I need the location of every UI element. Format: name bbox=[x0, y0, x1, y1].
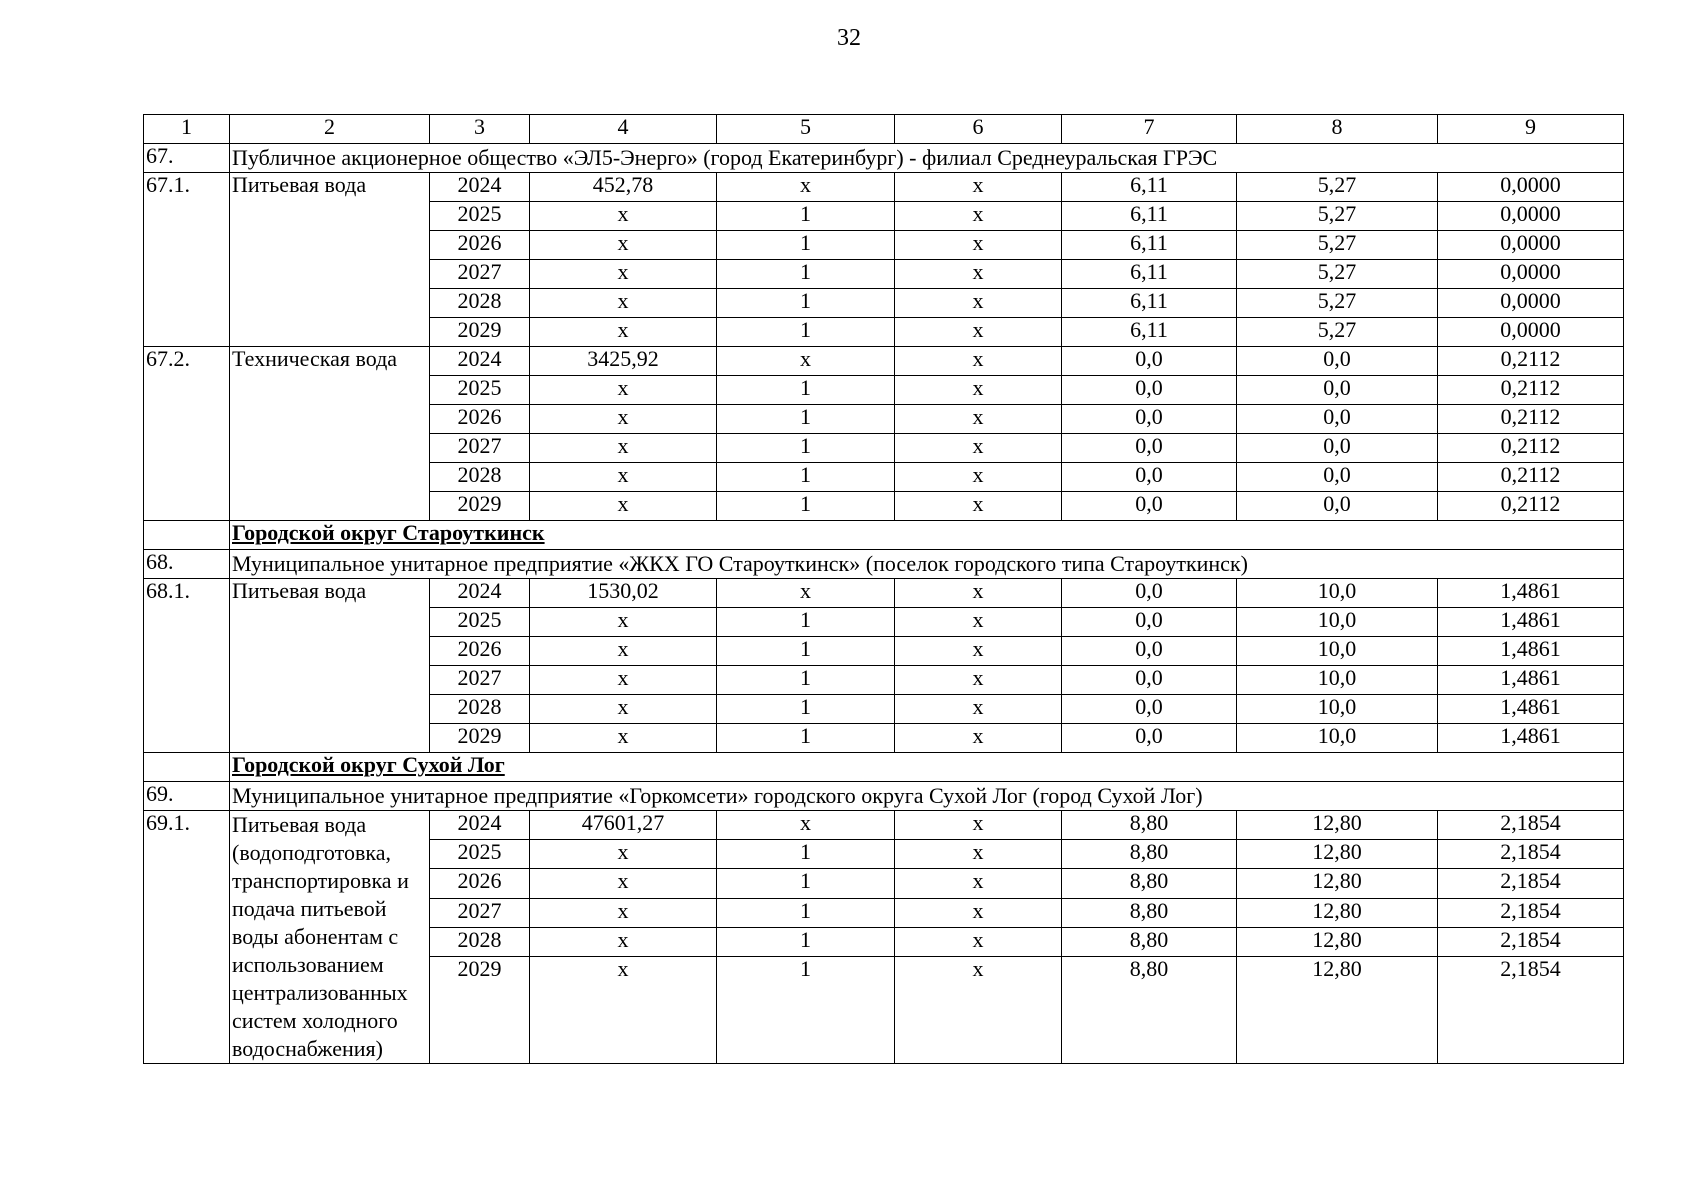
value-cell: x bbox=[895, 724, 1062, 753]
value-cell: 0,0000 bbox=[1438, 231, 1624, 260]
value-cell: x bbox=[530, 666, 717, 695]
value-cell: 1,4861 bbox=[1438, 724, 1624, 753]
tariff-table bbox=[143, 114, 1624, 1064]
year-cell: 2024 bbox=[430, 811, 530, 840]
district-title: Городской округ Староуткинск bbox=[230, 521, 1624, 550]
value-cell: 0,0 bbox=[1062, 376, 1237, 405]
value-cell: x bbox=[895, 957, 1062, 1064]
organization-name: Муниципальное унитарное предприятие «ЖКХ ГО Староуткинск» (поселок городского типа Староуткинск) bbox=[230, 550, 1624, 579]
value-cell: x bbox=[895, 898, 1062, 927]
water-type-line: транспортировка и bbox=[232, 868, 409, 893]
item-number: 67.2. bbox=[144, 347, 230, 521]
water-type: Питьевая вода bbox=[230, 173, 430, 347]
water-type-line: подача питьевой bbox=[232, 896, 387, 921]
water-type-line: централизованных bbox=[232, 980, 408, 1005]
value-cell: x bbox=[530, 927, 717, 956]
value-cell: 2,1854 bbox=[1438, 811, 1624, 840]
value-cell: 2,1854 bbox=[1438, 898, 1624, 927]
value-cell: 1 bbox=[717, 434, 895, 463]
value-cell: 1 bbox=[717, 202, 895, 231]
year-cell: 2028 bbox=[430, 927, 530, 956]
value-cell: 0,0 bbox=[1062, 434, 1237, 463]
organization-number: 67. bbox=[144, 144, 230, 173]
value-cell: 5,27 bbox=[1237, 173, 1438, 202]
year-cell: 2026 bbox=[430, 405, 530, 434]
year-cell: 2027 bbox=[430, 260, 530, 289]
value-cell: x bbox=[895, 811, 1062, 840]
value-cell: 2,1854 bbox=[1438, 869, 1624, 898]
column-number-header: 8 bbox=[1237, 115, 1438, 144]
water-type-line: использованием bbox=[232, 952, 384, 977]
value-cell: x bbox=[530, 898, 717, 927]
value-cell: 8,80 bbox=[1062, 927, 1237, 956]
value-cell: x bbox=[895, 405, 1062, 434]
value-cell: 1,4861 bbox=[1438, 608, 1624, 637]
value-cell: x bbox=[895, 608, 1062, 637]
value-cell: x bbox=[530, 318, 717, 347]
value-cell: 0,0000 bbox=[1438, 318, 1624, 347]
value-cell: x bbox=[530, 869, 717, 898]
value-cell: 0,0000 bbox=[1438, 289, 1624, 318]
value-cell: 0,0 bbox=[1062, 724, 1237, 753]
table-row bbox=[144, 173, 1624, 202]
value-cell: 1 bbox=[717, 231, 895, 260]
value-cell: 12,80 bbox=[1237, 811, 1438, 840]
value-cell: 6,11 bbox=[1062, 231, 1237, 260]
value-cell: 8,80 bbox=[1062, 840, 1237, 869]
value-cell: 12,80 bbox=[1237, 898, 1438, 927]
value-cell: x bbox=[530, 637, 717, 666]
value-cell: x bbox=[895, 637, 1062, 666]
year-cell: 2028 bbox=[430, 289, 530, 318]
value-cell: 10,0 bbox=[1237, 695, 1438, 724]
value-cell: 1 bbox=[717, 898, 895, 927]
value-cell: x bbox=[895, 463, 1062, 492]
value-cell: 5,27 bbox=[1237, 260, 1438, 289]
year-cell: 2024 bbox=[430, 173, 530, 202]
value-cell: 0,0 bbox=[1237, 405, 1438, 434]
value-cell: 1 bbox=[717, 376, 895, 405]
value-cell: x bbox=[530, 957, 717, 1064]
value-cell: x bbox=[895, 173, 1062, 202]
value-cell: 0,2112 bbox=[1438, 463, 1624, 492]
value-cell: 5,27 bbox=[1237, 231, 1438, 260]
value-cell: x bbox=[530, 840, 717, 869]
value-cell: 1,4861 bbox=[1438, 666, 1624, 695]
value-cell: x bbox=[717, 347, 895, 376]
value-cell: 0,0 bbox=[1062, 492, 1237, 521]
value-cell: 0,0 bbox=[1237, 434, 1438, 463]
value-cell: 1 bbox=[717, 840, 895, 869]
column-number-header: 7 bbox=[1062, 115, 1237, 144]
item-number: 67.1. bbox=[144, 173, 230, 347]
value-cell: x bbox=[895, 695, 1062, 724]
value-cell: 0,2112 bbox=[1438, 376, 1624, 405]
value-cell: x bbox=[530, 405, 717, 434]
page-number: 32 bbox=[837, 25, 861, 51]
value-cell: x bbox=[895, 260, 1062, 289]
value-cell: 5,27 bbox=[1237, 289, 1438, 318]
value-cell: x bbox=[895, 492, 1062, 521]
value-cell: 0,2112 bbox=[1438, 434, 1624, 463]
organization-name: Публичное акционерное общество «ЭЛ5-Энерго» (город Екатеринбург) - филиал Среднеуральская ГРЭС bbox=[230, 144, 1624, 173]
value-cell: 5,27 bbox=[1237, 202, 1438, 231]
value-cell: 5,27 bbox=[1237, 318, 1438, 347]
value-cell: x bbox=[530, 492, 717, 521]
value-cell: 10,0 bbox=[1237, 579, 1438, 608]
table-row bbox=[144, 347, 1624, 376]
value-cell: x bbox=[530, 434, 717, 463]
water-type-line: воды абонентам с bbox=[232, 924, 399, 949]
value-cell: 10,0 bbox=[1237, 608, 1438, 637]
value-cell: 8,80 bbox=[1062, 811, 1237, 840]
value-cell: 2,1854 bbox=[1438, 840, 1624, 869]
year-cell: 2025 bbox=[430, 840, 530, 869]
value-cell: 0,0 bbox=[1062, 608, 1237, 637]
value-cell: 1 bbox=[717, 957, 895, 1064]
water-type: Техническая вода bbox=[230, 347, 430, 521]
year-cell: 2029 bbox=[430, 318, 530, 347]
value-cell: 6,11 bbox=[1062, 173, 1237, 202]
year-cell: 2025 bbox=[430, 608, 530, 637]
value-cell: 1 bbox=[717, 608, 895, 637]
value-cell: x bbox=[895, 579, 1062, 608]
column-number-header: 1 bbox=[144, 115, 230, 144]
value-cell: 1 bbox=[717, 724, 895, 753]
value-cell: 2,1854 bbox=[1438, 957, 1624, 1064]
value-cell: 0,0 bbox=[1062, 405, 1237, 434]
value-cell: 12,80 bbox=[1237, 927, 1438, 956]
column-number-header: 6 bbox=[895, 115, 1062, 144]
value-cell: x bbox=[717, 173, 895, 202]
value-cell: x bbox=[895, 840, 1062, 869]
table-row bbox=[144, 579, 1624, 608]
value-cell: 0,0 bbox=[1062, 666, 1237, 695]
value-cell: 1 bbox=[717, 463, 895, 492]
column-number-header: 2 bbox=[230, 115, 430, 144]
value-cell: 12,80 bbox=[1237, 957, 1438, 1064]
year-cell: 2029 bbox=[430, 492, 530, 521]
value-cell: 6,11 bbox=[1062, 289, 1237, 318]
value-cell: x bbox=[530, 724, 717, 753]
year-cell: 2027 bbox=[430, 666, 530, 695]
value-cell: x bbox=[530, 231, 717, 260]
value-cell: 0,0 bbox=[1237, 347, 1438, 376]
value-cell: x bbox=[530, 289, 717, 318]
value-cell: 0,0 bbox=[1062, 637, 1237, 666]
value-cell: 0,0 bbox=[1237, 492, 1438, 521]
year-cell: 2027 bbox=[430, 434, 530, 463]
value-cell: x bbox=[895, 231, 1062, 260]
district-row bbox=[144, 521, 1624, 550]
water-type bbox=[230, 811, 430, 1064]
value-cell: x bbox=[530, 608, 717, 637]
value-cell: 0,2112 bbox=[1438, 492, 1624, 521]
value-cell: x bbox=[895, 927, 1062, 956]
value-cell: 1 bbox=[717, 260, 895, 289]
column-number-header: 3 bbox=[430, 115, 530, 144]
table-row bbox=[144, 811, 1624, 840]
column-number-header: 4 bbox=[530, 115, 717, 144]
value-cell: x bbox=[895, 869, 1062, 898]
year-cell: 2027 bbox=[430, 898, 530, 927]
year-cell: 2028 bbox=[430, 463, 530, 492]
value-cell: 12,80 bbox=[1237, 869, 1438, 898]
column-number-header: 5 bbox=[717, 115, 895, 144]
value-cell: 12,80 bbox=[1237, 840, 1438, 869]
water-type-line: (водоподготовка, bbox=[232, 840, 391, 865]
value-cell: 1,4861 bbox=[1438, 695, 1624, 724]
value-cell: x bbox=[895, 318, 1062, 347]
value-cell: 0,2112 bbox=[1438, 347, 1624, 376]
value-cell: x bbox=[530, 376, 717, 405]
organization-number: 68. bbox=[144, 550, 230, 579]
year-cell: 2024 bbox=[430, 579, 530, 608]
organization-row bbox=[144, 550, 1624, 579]
year-cell: 2025 bbox=[430, 202, 530, 231]
district-title: Городской округ Сухой Лог bbox=[230, 753, 1624, 782]
value-cell: 0,0 bbox=[1062, 695, 1237, 724]
value-cell: x bbox=[895, 202, 1062, 231]
district-row bbox=[144, 753, 1624, 782]
value-cell: 1 bbox=[717, 869, 895, 898]
year-cell: 2026 bbox=[430, 637, 530, 666]
organization-row bbox=[144, 144, 1624, 173]
value-cell: x bbox=[717, 579, 895, 608]
year-cell: 2026 bbox=[430, 869, 530, 898]
value-cell: 0,0000 bbox=[1438, 173, 1624, 202]
year-cell: 2029 bbox=[430, 724, 530, 753]
value-cell: 2,1854 bbox=[1438, 927, 1624, 956]
value-cell: x bbox=[895, 376, 1062, 405]
year-cell: 2025 bbox=[430, 376, 530, 405]
value-cell: 1 bbox=[717, 318, 895, 347]
value-cell: 47601,27 bbox=[530, 811, 717, 840]
district-number-empty bbox=[144, 753, 230, 782]
organization-number: 69. bbox=[144, 782, 230, 811]
value-cell: 0,0000 bbox=[1438, 202, 1624, 231]
value-cell: x bbox=[895, 289, 1062, 318]
table-body bbox=[144, 115, 1624, 1064]
value-cell: 0,0 bbox=[1237, 463, 1438, 492]
year-cell: 2028 bbox=[430, 695, 530, 724]
value-cell: x bbox=[895, 347, 1062, 376]
value-cell: 8,80 bbox=[1062, 957, 1237, 1064]
value-cell: 1 bbox=[717, 927, 895, 956]
value-cell: 0,0 bbox=[1062, 579, 1237, 608]
value-cell: 0,0000 bbox=[1438, 260, 1624, 289]
value-cell: x bbox=[895, 666, 1062, 695]
year-cell: 2024 bbox=[430, 347, 530, 376]
item-number: 68.1. bbox=[144, 579, 230, 753]
value-cell: 0,0 bbox=[1062, 347, 1237, 376]
value-cell: x bbox=[530, 202, 717, 231]
item-number: 69.1. bbox=[144, 811, 230, 1064]
value-cell: 1 bbox=[717, 492, 895, 521]
value-cell: 1 bbox=[717, 666, 895, 695]
value-cell: 8,80 bbox=[1062, 898, 1237, 927]
water-type-line: систем холодного bbox=[232, 1008, 398, 1033]
value-cell: x bbox=[530, 260, 717, 289]
value-cell: 1530,02 bbox=[530, 579, 717, 608]
value-cell: 1,4861 bbox=[1438, 637, 1624, 666]
value-cell: 10,0 bbox=[1237, 637, 1438, 666]
value-cell: 6,11 bbox=[1062, 318, 1237, 347]
value-cell: 10,0 bbox=[1237, 724, 1438, 753]
value-cell: 6,11 bbox=[1062, 202, 1237, 231]
value-cell: 6,11 bbox=[1062, 260, 1237, 289]
value-cell: 3425,92 bbox=[530, 347, 717, 376]
value-cell: 1,4861 bbox=[1438, 579, 1624, 608]
value-cell: x bbox=[895, 434, 1062, 463]
value-cell: x bbox=[530, 695, 717, 724]
year-cell: 2026 bbox=[430, 231, 530, 260]
value-cell: 10,0 bbox=[1237, 666, 1438, 695]
value-cell: x bbox=[717, 811, 895, 840]
value-cell: 0,0 bbox=[1062, 463, 1237, 492]
value-cell: 1 bbox=[717, 289, 895, 318]
value-cell: x bbox=[530, 463, 717, 492]
value-cell: 1 bbox=[717, 405, 895, 434]
value-cell: 452,78 bbox=[530, 173, 717, 202]
organization-name: Муниципальное унитарное предприятие «Горкомсети» городского округа Сухой Лог (город Сухой Лог) bbox=[230, 782, 1624, 811]
year-cell: 2029 bbox=[430, 957, 530, 1064]
organization-row bbox=[144, 782, 1624, 811]
district-number-empty bbox=[144, 521, 230, 550]
value-cell: 0,2112 bbox=[1438, 405, 1624, 434]
water-type-line: Питьевая вода bbox=[232, 812, 367, 837]
value-cell: 0,0 bbox=[1237, 376, 1438, 405]
header-row bbox=[144, 115, 1624, 144]
value-cell: 1 bbox=[717, 695, 895, 724]
value-cell: 1 bbox=[717, 637, 895, 666]
value-cell: 8,80 bbox=[1062, 869, 1237, 898]
column-number-header: 9 bbox=[1438, 115, 1624, 144]
water-type-line: водоснабжения) bbox=[232, 1036, 383, 1061]
water-type: Питьевая вода bbox=[230, 579, 430, 753]
